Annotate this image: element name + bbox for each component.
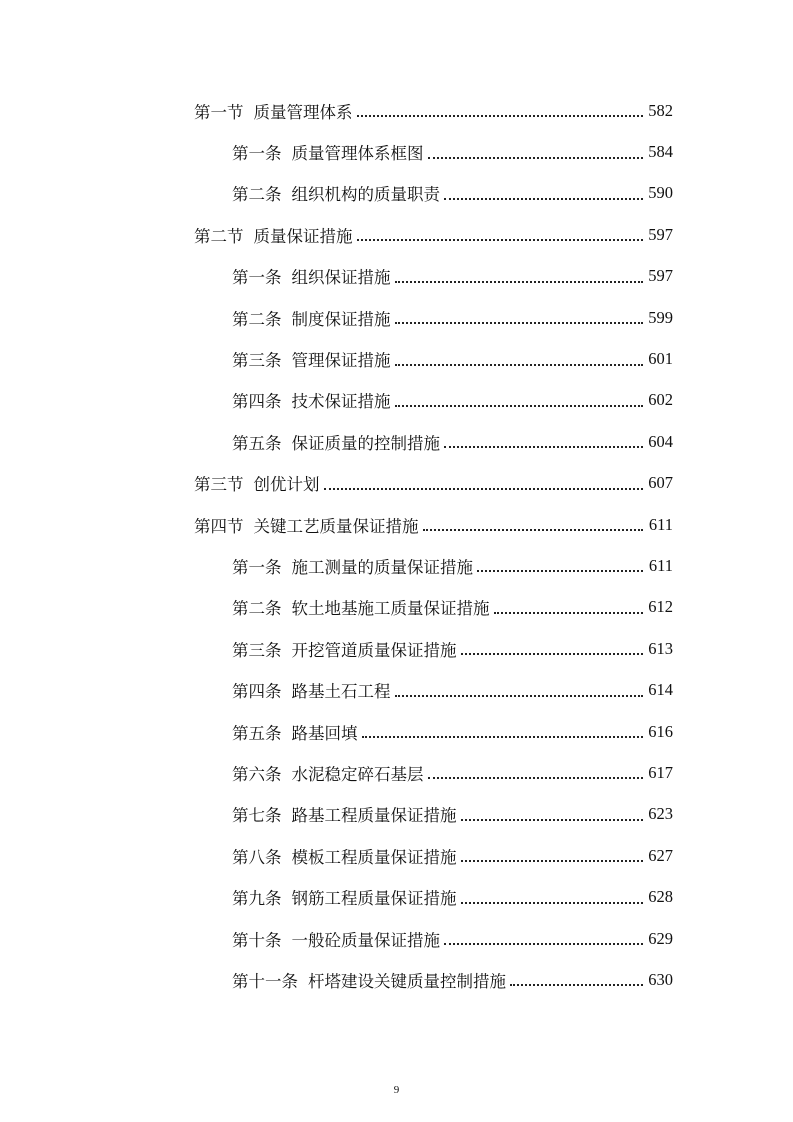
dot-leader [428, 776, 644, 779]
entry-page: 630 [648, 969, 673, 989]
entry-page: 614 [648, 680, 673, 700]
dot-leader [444, 197, 643, 200]
entry-page: 582 [648, 100, 673, 120]
entry-title: 施工测量的质量保证措施 [291, 557, 473, 577]
entry-title: 钢筋工程质量保证措施 [291, 889, 457, 909]
entry-title: 组织机构的质量职责 [291, 185, 440, 205]
entry-number: 第七条 [232, 806, 282, 826]
entry-number: 第三节 [194, 475, 244, 495]
toc-entry[interactable] [0, 338, 793, 379]
entry-page: 612 [648, 597, 673, 617]
entry-title: 制度保证措施 [291, 309, 391, 329]
entry-page: 601 [648, 349, 673, 369]
entry-title: 创优计划 [253, 475, 320, 495]
table-of-contents [0, 90, 793, 1001]
toc-entry[interactable] [0, 297, 793, 338]
entry-title: 路基工程质量保证措施 [291, 806, 457, 826]
dot-leader [395, 321, 644, 324]
entry-title: 杆塔建设关键质量控制措施 [308, 971, 506, 991]
entry-title: 管理保证措施 [291, 351, 391, 371]
entry-title: 模板工程质量保证措施 [291, 847, 457, 867]
entry-number: 第三条 [232, 351, 282, 371]
dot-leader [444, 445, 643, 448]
entry-number: 第四条 [232, 392, 282, 412]
entry-title: 质量管理体系框图 [291, 144, 424, 164]
toc-entry[interactable] [0, 918, 793, 959]
toc-entry[interactable] [0, 504, 793, 545]
dot-leader [395, 363, 644, 366]
entry-page: 597 [648, 224, 673, 244]
toc-entry[interactable] [0, 131, 793, 172]
toc-entry[interactable] [0, 421, 793, 462]
toc-entry[interactable] [0, 545, 793, 586]
toc-entry[interactable] [0, 463, 793, 504]
entry-number: 第三条 [232, 640, 282, 660]
dot-leader [357, 114, 644, 117]
entry-title: 保证质量的控制措施 [291, 433, 440, 453]
entry-number: 第六条 [232, 764, 282, 784]
entry-number: 第一条 [232, 144, 282, 164]
dot-leader [461, 859, 644, 862]
entry-title: 软土地基施工质量保证措施 [291, 599, 490, 619]
toc-entry[interactable] [0, 794, 793, 835]
entry-number: 第一条 [232, 557, 282, 577]
dot-leader [494, 611, 644, 614]
dot-leader [510, 983, 643, 986]
entry-number: 第四条 [232, 682, 282, 702]
entry-number: 第五条 [232, 723, 282, 743]
entry-page: 613 [648, 638, 673, 658]
dot-leader [428, 156, 644, 159]
dot-leader [444, 942, 643, 945]
dot-leader [423, 528, 644, 531]
entry-page: 628 [648, 887, 673, 907]
toc-entry[interactable] [0, 669, 793, 710]
entry-title: 关键工艺质量保证措施 [253, 516, 419, 536]
entry-page: 597 [648, 266, 673, 286]
dot-leader [395, 280, 644, 283]
dot-leader [324, 487, 644, 490]
entry-title: 技术保证措施 [291, 392, 391, 412]
entry-page: 607 [648, 473, 673, 493]
entry-title: 质量管理体系 [253, 102, 353, 122]
entry-page: 616 [648, 721, 673, 741]
entry-number: 第二条 [232, 599, 282, 619]
toc-entry[interactable] [0, 256, 793, 297]
entry-page: 617 [648, 762, 673, 782]
entry-number: 第一节 [194, 102, 244, 122]
entry-title: 质量保证措施 [253, 226, 353, 246]
entry-number: 第八条 [232, 847, 282, 867]
entry-number: 第二条 [232, 309, 282, 329]
entry-title: 路基土石工程 [291, 682, 391, 702]
entry-number: 第一条 [232, 268, 282, 288]
dot-leader [395, 404, 644, 407]
toc-entry[interactable] [0, 876, 793, 917]
entry-page: 604 [648, 431, 673, 451]
entry-number: 第五条 [232, 433, 282, 453]
entry-page: 627 [648, 845, 673, 865]
toc-entry[interactable] [0, 90, 793, 131]
entry-number: 第四节 [194, 516, 244, 536]
entry-page: 584 [648, 142, 673, 162]
entry-title: 组织保证措施 [291, 268, 391, 288]
toc-entry[interactable] [0, 752, 793, 793]
entry-page: 602 [648, 390, 673, 410]
entry-page: 599 [648, 307, 673, 327]
entry-number: 第二条 [232, 185, 282, 205]
entry-number: 第十条 [232, 930, 282, 950]
dot-leader [461, 652, 644, 655]
toc-entry[interactable] [0, 380, 793, 421]
dot-leader [395, 694, 644, 697]
entry-page: 611 [648, 555, 673, 575]
entry-number: 第二节 [194, 226, 244, 246]
toc-entry[interactable] [0, 835, 793, 876]
toc-entry[interactable] [0, 214, 793, 255]
dot-leader [357, 238, 644, 241]
entry-number: 第九条 [232, 889, 282, 909]
toc-entry[interactable] [0, 959, 793, 1000]
toc-entry[interactable] [0, 587, 793, 628]
entry-title: 路基回填 [291, 723, 358, 743]
entry-page: 629 [648, 928, 673, 948]
page-number: 9 [393, 1084, 400, 1096]
entry-page: 590 [648, 183, 673, 203]
entry-page: 623 [648, 804, 673, 824]
toc-entry[interactable] [0, 711, 793, 752]
entry-page: 611 [648, 514, 673, 534]
dot-leader [362, 735, 644, 738]
entry-title: 开挖管道质量保证措施 [291, 640, 457, 660]
dot-leader [461, 901, 644, 904]
entry-title: 水泥稳定碎石基层 [291, 764, 424, 784]
dot-leader [461, 818, 644, 821]
entry-number: 第十一条 [232, 971, 298, 991]
toc-entry[interactable] [0, 628, 793, 669]
dot-leader [477, 569, 643, 572]
entry-title: 一般砼质量保证措施 [291, 930, 440, 950]
toc-entry[interactable] [0, 173, 793, 214]
